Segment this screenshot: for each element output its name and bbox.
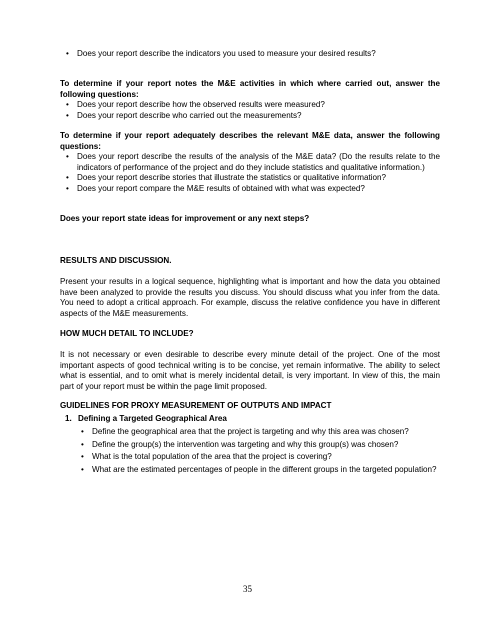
mne-activities-heading: To determine if your report notes the M&E activities in which where carried out, answer the following questions: [60, 79, 440, 99]
list-item: • Does your report compare the M&E results of obtained with what was expected? [60, 184, 440, 195]
list-item: • Does your report describe the indicators you used to measure your desired results? [60, 49, 440, 60]
guideline-item-title [65, 414, 445, 425]
guideline-bullets [75, 427, 440, 477]
list-item: • Does your report describe the results of the analysis of the M&E data? (Do the results relate to the indicators of performance of the project and do they include statistics and qualitative information.) [60, 152, 440, 173]
guideline-item-number: 1. [65, 414, 72, 423]
guideline-item-label: Defining a Targeted Geographical Area [78, 414, 227, 423]
results-paragraph: Present your results in a logical sequence, highlighting what is important and how the data you obtained have been analyzed to provide the results you discuss. You should discuss what you infer from the data. You need to adopt a critical approach. For example, discuss the relative confidence you have in different aspects of the M&E measurements. [60, 277, 440, 318]
list-item: • What are the estimated percentages of people in the different groups in the targeted population? [75, 465, 440, 476]
page-number: 35 [243, 584, 252, 594]
mne-data-bullets [60, 152, 440, 194]
list-item: • Define the geographical area that the project is targeting and why this area was chosen? [75, 427, 440, 438]
list-item: • Does your report describe who carried out the measurements? [60, 111, 440, 122]
improvement-question: Does your report state ideas for improvement or any next steps? [60, 214, 310, 223]
mne-activities-bullets [60, 100, 440, 121]
list-item: • Does your report describe stories that illustrate the statistics or qualitative information? [60, 173, 440, 184]
list-item: • Define the group(s) the intervention was targeting and why this group(s) was chosen? [75, 440, 440, 451]
top-bullet-list [60, 49, 440, 60]
guidelines-heading: GUIDELINES FOR PROXY MEASUREMENT OF OUTPUTS AND IMPACT [60, 401, 332, 410]
list-item: • Does your report describe how the observed results were measured? [60, 100, 440, 111]
detail-heading: HOW MUCH DETAIL TO INCLUDE? [60, 329, 194, 338]
list-item: • What is the total population of the area that the project is covering? [75, 452, 440, 463]
detail-paragraph: It is not necessary or even desirable to describe every minute detail of the project. One of the most important aspects of good technical writing is to be concise, yet remain informative. The ability to select what is essential, and to omit what is merely incidental detail, is very important. In view of this, the main part of your report must be within the page limit proposed. [60, 350, 440, 391]
mne-data-heading: To determine if your report adequately describes the relevant M&E data, answer the following questions: [60, 131, 440, 151]
results-heading: RESULTS AND DISCUSSION. [60, 256, 172, 265]
